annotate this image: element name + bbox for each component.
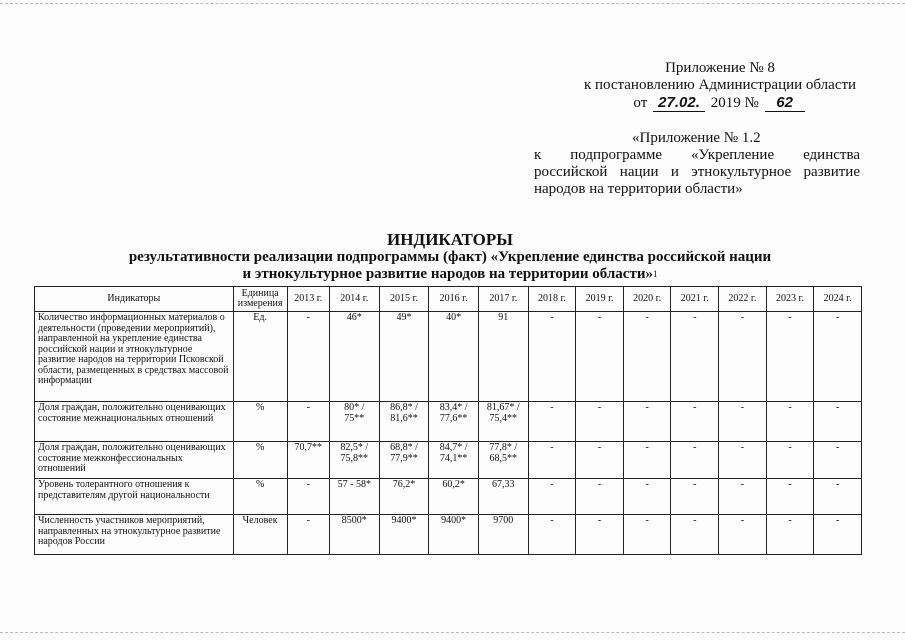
table-cell: - xyxy=(671,479,719,515)
table-cell: - xyxy=(814,402,862,442)
table-cell: Человек xyxy=(233,515,287,555)
table-row xyxy=(35,515,862,555)
header-cell: 2014 г. xyxy=(329,287,379,312)
indicator-name: Уровень толерантного отношения к представителям другой национальности xyxy=(35,479,234,515)
table-cell: 76,2* xyxy=(379,479,429,515)
table-cell: - xyxy=(814,515,862,555)
table-cell: - xyxy=(671,515,719,555)
table-cell: - xyxy=(576,312,624,402)
indicator-name: Количество информационных материалов о деятельности (проведении мероприятий), направленной на укрепление единства российской нации и этнокультурное развитие народов на территории Псковской области, размещенных в средствах массовой информации xyxy=(35,312,234,402)
header-cell: 2023 г. xyxy=(766,287,814,312)
table-cell: - xyxy=(623,515,671,555)
table-cell: - xyxy=(719,479,767,515)
appendix-date-line xyxy=(560,94,880,112)
table-cell: - xyxy=(719,442,767,479)
date-prefix: от xyxy=(633,95,648,111)
header-cell: 2022 г. xyxy=(719,287,767,312)
table-cell: % xyxy=(233,479,287,515)
table-cell: - xyxy=(623,442,671,479)
table-cell: % xyxy=(233,402,287,442)
title-main: ИНДИКАТОРЫ xyxy=(387,230,513,249)
table-cell: - xyxy=(671,312,719,402)
table-cell: - xyxy=(671,402,719,442)
table-row xyxy=(35,402,862,442)
indicators-table xyxy=(34,286,862,555)
header-cell: 2018 г. xyxy=(528,287,576,312)
table-cell: - xyxy=(623,402,671,442)
table-cell: 84,7* / 74,1** xyxy=(429,442,479,479)
table-cell: - xyxy=(287,479,329,515)
table-cell: - xyxy=(576,479,624,515)
table-cell: - xyxy=(576,515,624,555)
table-cell: 8500* xyxy=(329,515,379,555)
table-cell: 60,2* xyxy=(429,479,479,515)
table-row xyxy=(35,479,862,515)
table-cell: 83,4* / 77,6** xyxy=(429,402,479,442)
appendix2-line: российской нации и этнокультурное развитие xyxy=(534,164,860,180)
handwritten-date: 27.02. xyxy=(653,94,705,112)
appendix2-title: «Приложение № 1.2 xyxy=(632,130,761,146)
table-cell: 81,67* / 75,4** xyxy=(478,402,528,442)
table-cell: 70,7** xyxy=(287,442,329,479)
table-cell: 46* xyxy=(329,312,379,402)
table-cell: - xyxy=(719,515,767,555)
document-title xyxy=(40,231,860,283)
table-cell: 86,8* / 81,6** xyxy=(379,402,429,442)
table-cell: - xyxy=(766,442,814,479)
table-cell: - xyxy=(576,442,624,479)
table-cell: - xyxy=(814,442,862,479)
table-cell: - xyxy=(719,312,767,402)
table-cell: 57 - 58* xyxy=(329,479,379,515)
table-cell: % xyxy=(233,442,287,479)
header-cell: Единица измерения xyxy=(233,287,287,312)
indicator-name: Доля граждан, положительно оценивающих состояние межнациональных отношений xyxy=(35,402,234,442)
table-cell: - xyxy=(766,515,814,555)
table-row xyxy=(35,442,862,479)
table-cell: - xyxy=(814,479,862,515)
table-cell: - xyxy=(719,402,767,442)
header-cell: 2016 г. xyxy=(429,287,479,312)
table-cell: - xyxy=(671,442,719,479)
appendix-subprogram xyxy=(534,130,860,198)
scan-top-edge xyxy=(0,3,905,4)
table-cell: - xyxy=(528,312,576,402)
table-cell: - xyxy=(766,479,814,515)
table-cell: 9400* xyxy=(379,515,429,555)
table-cell: - xyxy=(528,402,576,442)
table-cell: 82,5* / 75,8** xyxy=(329,442,379,479)
table-cell: 9700 xyxy=(478,515,528,555)
table-cell: - xyxy=(287,515,329,555)
table-cell: 77,8* / 68,5** xyxy=(478,442,528,479)
table-cell: - xyxy=(528,479,576,515)
table-cell: - xyxy=(576,402,624,442)
handwritten-number: 62 xyxy=(765,94,805,112)
table-cell: 9400* xyxy=(429,515,479,555)
table-cell: - xyxy=(623,479,671,515)
footnote-mark: 1 xyxy=(652,269,658,279)
table-cell: Ед. xyxy=(233,312,287,402)
table-cell: - xyxy=(766,312,814,402)
appendix-number: Приложение № 8 xyxy=(665,60,775,76)
table-cell: - xyxy=(814,312,862,402)
header-cell: 2013 г. xyxy=(287,287,329,312)
table-cell: 40* xyxy=(429,312,479,402)
table-cell: 80* / 75** xyxy=(329,402,379,442)
table-cell: - xyxy=(528,442,576,479)
table-cell: - xyxy=(766,402,814,442)
appendix2-line: народов на территории области» xyxy=(534,181,743,197)
appendix-header xyxy=(560,60,880,112)
header-cell: 2021 г. xyxy=(671,287,719,312)
header-cell: 2019 г. xyxy=(576,287,624,312)
table-cell: 49* xyxy=(379,312,429,402)
indicator-name: Доля граждан, положительно оценивающих состояние межконфессиональных отношений xyxy=(35,442,234,479)
header-cell: 2024 г. xyxy=(814,287,862,312)
table-cell: 68,8* / 77,9** xyxy=(379,442,429,479)
title-sub2-text: и этнокультурное развитие народов на территории области» xyxy=(242,266,653,282)
table-cell: - xyxy=(287,402,329,442)
title-sub2 xyxy=(40,266,860,283)
appendix2-line: к подпрограмме «Укрепление единства xyxy=(534,147,860,163)
header-cell: 2020 г. xyxy=(623,287,671,312)
table-cell: - xyxy=(623,312,671,402)
header-cell: 2017 г. xyxy=(478,287,528,312)
appendix-resolution: к постановлению Администрации области xyxy=(583,77,857,93)
year-label: 2019 № xyxy=(710,95,759,111)
table-cell: 91 xyxy=(478,312,528,402)
header-cell: 2015 г. xyxy=(379,287,429,312)
table-row xyxy=(35,312,862,402)
indicator-name: Численность участников мероприятий, направленных на этнокультурное развитие народов России xyxy=(35,515,234,555)
header-cell: Индикаторы xyxy=(35,287,234,312)
title-sub1: результативности реализации подпрограммы (факт) «Укрепление единства российской нации xyxy=(128,249,772,265)
scan-bottom-edge xyxy=(0,632,905,633)
table-cell: - xyxy=(287,312,329,402)
table-cell: - xyxy=(528,515,576,555)
table-cell: 67,33 xyxy=(478,479,528,515)
table-header-row xyxy=(35,287,862,312)
